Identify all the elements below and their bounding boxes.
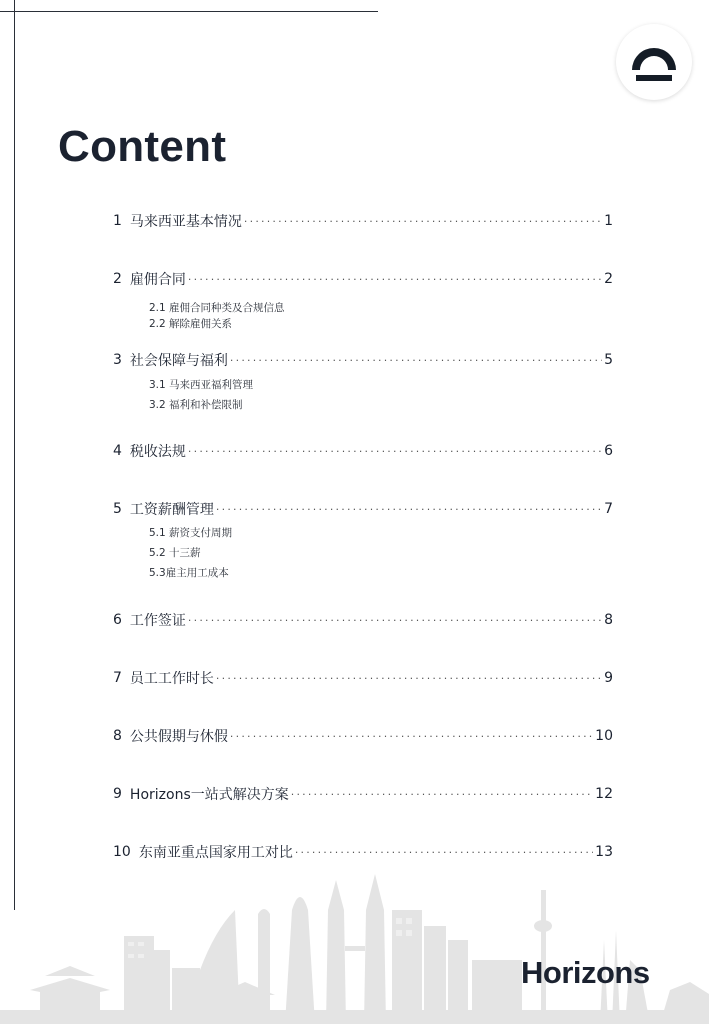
toc-number: 7 <box>113 670 122 686</box>
toc-label: 税收法规 <box>129 444 186 460</box>
toc-entry[interactable] <box>113 840 613 864</box>
toc-page-number: 10 <box>595 728 613 744</box>
toc-subentry[interactable]: 3.1 马来西亚福利管理 <box>149 379 254 391</box>
toc-leader-dots <box>188 273 602 286</box>
toc-number: 6 <box>113 612 122 628</box>
toc-label: 员工工作时长 <box>129 671 214 687</box>
toc-number: 1 <box>113 213 122 229</box>
toc-entry[interactable] <box>113 666 613 690</box>
toc-leader-dots <box>244 215 602 228</box>
toc-label: 社会保障与福利 <box>129 353 228 369</box>
toc-subentry[interactable]: 2.2 解除雇佣关系 <box>149 318 233 330</box>
brand-logo-text: Horizons <box>521 955 650 990</box>
toc-subentry[interactable]: 5.2 十三薪 <box>149 547 201 559</box>
toc-number: 2 <box>113 271 122 287</box>
page-title: Content <box>58 122 227 171</box>
toc-label: 工资薪酬管理 <box>129 502 214 518</box>
toc-page-number: 7 <box>604 501 613 517</box>
toc-leader-dots <box>230 354 602 367</box>
toc-page-number: 1 <box>604 213 613 229</box>
toc-page-number: 5 <box>604 352 613 368</box>
toc-page-number: 8 <box>604 612 613 628</box>
top-horizontal-rule <box>0 11 378 12</box>
toc-subentry[interactable]: 5.1 薪资支付周期 <box>149 527 233 539</box>
toc-entry[interactable] <box>113 782 613 806</box>
city-skyline-illustration <box>0 870 709 1024</box>
toc-number: 10 <box>113 844 131 860</box>
toc-leader-dots <box>230 730 593 743</box>
toc-entry[interactable] <box>113 209 613 233</box>
toc-number: 3 <box>113 352 122 368</box>
toc-label: 公共假期与休假 <box>129 729 228 745</box>
toc-leader-dots <box>295 846 593 859</box>
toc-leader-dots <box>291 788 593 801</box>
toc-subentry[interactable]: 2.1 雇佣合同种类及合规信息 <box>149 302 285 314</box>
toc-label: Horizons一站式解决方案 <box>129 787 289 803</box>
toc-subentry[interactable]: 5.3雇主用工成本 <box>149 567 229 579</box>
toc-page-number: 9 <box>604 670 613 686</box>
left-vertical-rule <box>14 0 15 910</box>
toc-label: 工作签证 <box>129 613 186 629</box>
toc-page-number: 13 <box>595 844 613 860</box>
toc-label: 东南亚重点国家用工对比 <box>138 845 293 861</box>
horizons-logo-icon <box>616 24 692 100</box>
toc-entry[interactable] <box>113 608 613 632</box>
toc-entry[interactable] <box>113 439 613 463</box>
toc-page-number: 2 <box>604 271 613 287</box>
toc-entry[interactable] <box>113 724 613 748</box>
toc-label: 马来西亚基本情况 <box>129 214 242 230</box>
toc-page-number: 12 <box>595 786 613 802</box>
toc-leader-dots <box>216 672 602 685</box>
toc-number: 4 <box>113 443 122 459</box>
toc-entry[interactable] <box>113 267 613 291</box>
toc-leader-dots <box>188 445 602 458</box>
toc-entry[interactable] <box>113 497 613 521</box>
toc-leader-dots <box>188 614 602 627</box>
toc-number: 9 <box>113 786 122 802</box>
toc-number: 8 <box>113 728 122 744</box>
toc-subentry[interactable]: 3.2 福利和补偿限制 <box>149 399 243 411</box>
toc-leader-dots <box>216 503 602 516</box>
toc-number: 5 <box>113 501 122 517</box>
toc-label: 雇佣合同 <box>129 272 186 288</box>
toc-page-number: 6 <box>604 443 613 459</box>
toc-entry[interactable] <box>113 348 613 372</box>
